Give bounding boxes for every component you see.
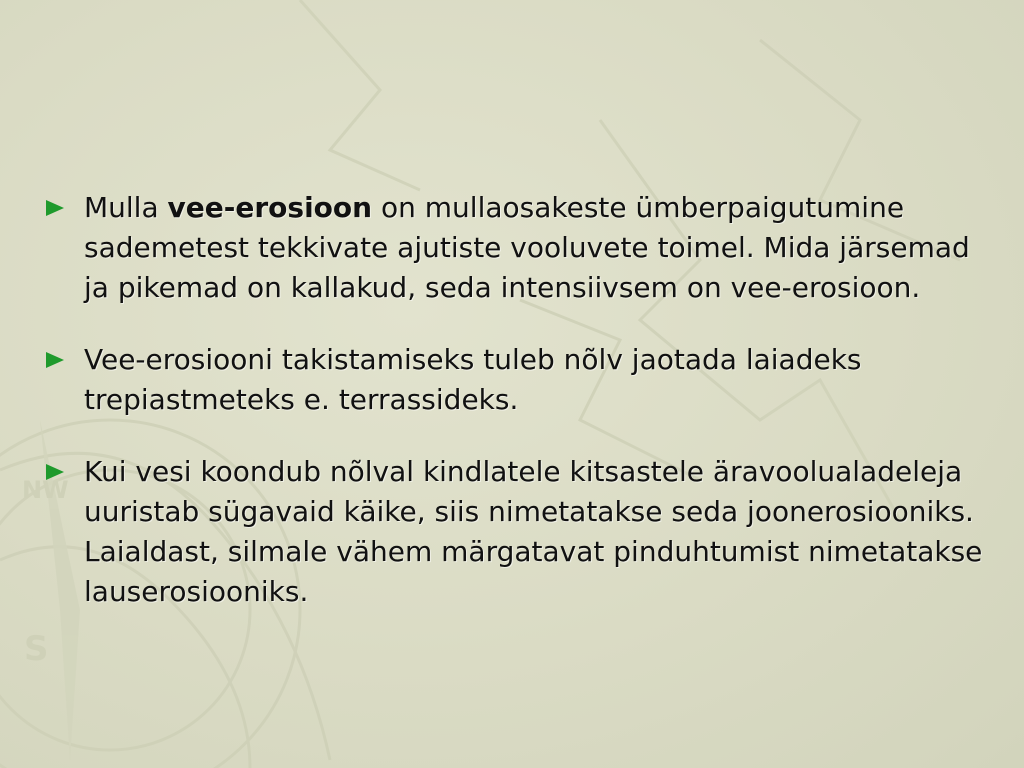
- bullet-1-suffix: on mullaosakeste ümberpaigutumine sademetest tekkivate ajutiste vooluvete toimel. Mida järsemad ja pikemad on kallakud, seda intensiivsem on vee-erosioon.: [84, 191, 970, 304]
- bullet-item-1: [44, 188, 984, 308]
- bullet-1-bold-term: vee-erosioon: [167, 191, 373, 224]
- compass-letter-nw: NW: [22, 476, 69, 504]
- bullet-2-text: Vee-erosiooni takistamiseks tuleb nõlv jaotada laiadeks trepiastmeteks e. terrassideks.: [84, 343, 862, 416]
- compass-letter-s: S: [24, 629, 49, 669]
- green-triangle-right-icon: [44, 452, 76, 492]
- green-triangle-right-icon: [44, 188, 76, 228]
- bullet-item-3: [44, 452, 984, 612]
- bullet-3-text: Kui vesi koondub nõlval kindlatele kitsastele äravoolualadeleja uuristab sügavaid käike, siis nimetatakse seda joonerosiooniks. Laialdast, silmale vähem märgatavat pinduhtumist nimetatakse lauserosiooniks.: [84, 455, 983, 608]
- bullet-1-prefix: Mulla: [84, 191, 168, 224]
- bullet-item-2: [44, 340, 984, 420]
- green-triangle-right-icon: [44, 340, 76, 380]
- bullet-list: [44, 188, 984, 612]
